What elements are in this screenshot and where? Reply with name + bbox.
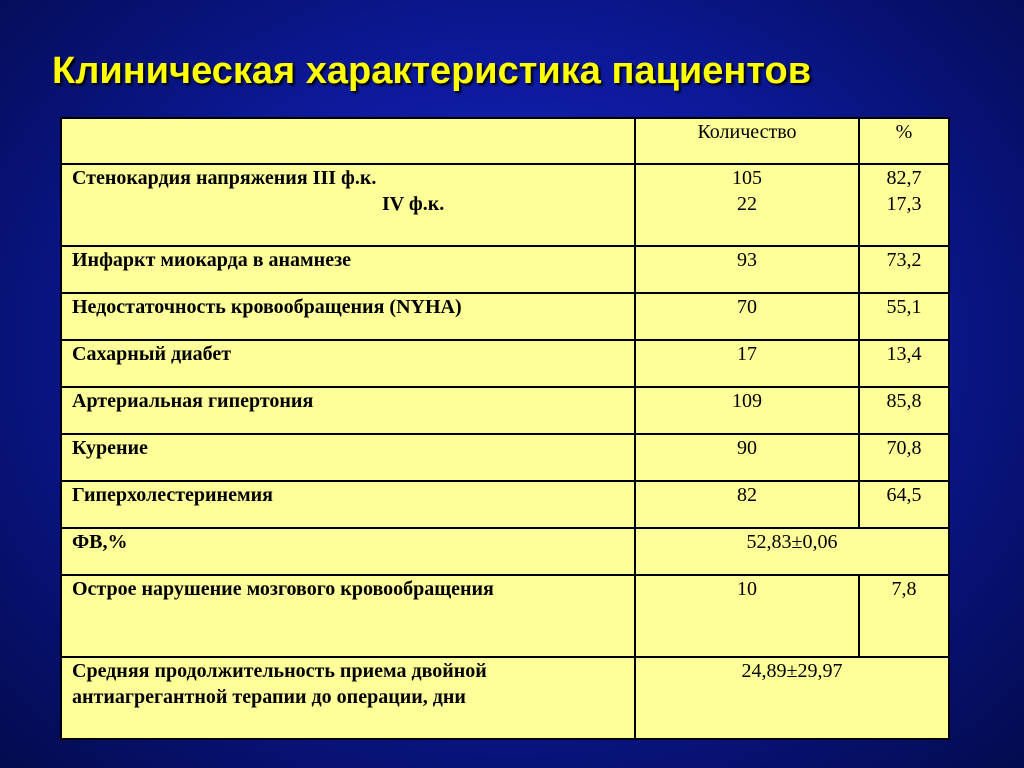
- row-count: 90: [635, 434, 859, 481]
- row-count: 109: [635, 387, 859, 434]
- row-label: ФВ,%: [61, 528, 635, 575]
- row-label: Гиперхолестеринемия: [61, 481, 635, 528]
- table-row: [61, 434, 949, 481]
- row-label-line: Средняя продолжительность приема двойной: [72, 660, 487, 682]
- row-merged-value: 24,89±29,97: [635, 657, 949, 739]
- row-label: [61, 164, 635, 246]
- table-row: [61, 164, 949, 246]
- header-empty-cell: [61, 118, 635, 164]
- row-count: 93: [635, 246, 859, 293]
- row-count: 82: [635, 481, 859, 528]
- slide-title: Клиническая характеристика пациентов: [52, 50, 812, 92]
- row-merged-value: 52,83±0,06: [635, 528, 949, 575]
- row-percent: 64,5: [859, 481, 949, 528]
- table-row: [61, 246, 949, 293]
- row-label-line: Стенокардия напряжения III ф.к.: [72, 167, 377, 189]
- row-label: [61, 657, 635, 739]
- row-label: Сахарный диабет: [61, 340, 635, 387]
- row-percent: 85,8: [859, 387, 949, 434]
- row-count: 70: [635, 293, 859, 340]
- row-percent: 55,1: [859, 293, 949, 340]
- row-percent-line: 82,7: [886, 167, 922, 189]
- row-label: Артериальная гипертония: [61, 387, 635, 434]
- patient-characteristics-table: [60, 117, 950, 740]
- row-percent: 73,2: [859, 246, 949, 293]
- table-row: [61, 528, 949, 575]
- row-label: Острое нарушение мозгового кровообращения: [61, 575, 635, 657]
- row-count: [635, 164, 859, 246]
- table-row: [61, 481, 949, 528]
- table-row: [61, 293, 949, 340]
- table-header-row: [61, 118, 949, 164]
- row-label-line: антиагрегантной терапии до операции, дни: [72, 686, 466, 708]
- table-row: [61, 657, 949, 739]
- table-row: [61, 387, 949, 434]
- row-label: Инфаркт миокарда в анамнезе: [61, 246, 635, 293]
- row-percent: [859, 164, 949, 246]
- row-percent: 7,8: [859, 575, 949, 657]
- header-percent: %: [859, 118, 949, 164]
- header-count: Количество: [635, 118, 859, 164]
- table-row: [61, 340, 949, 387]
- table-row: [61, 575, 949, 657]
- row-count-line: 22: [737, 193, 757, 215]
- row-count: 17: [635, 340, 859, 387]
- row-label-line: IV ф.к.: [382, 193, 445, 215]
- row-percent: 70,8: [859, 434, 949, 481]
- row-label: Недостаточность кровообращения (NYHA): [61, 293, 635, 340]
- row-percent-line: 17,3: [886, 193, 922, 215]
- row-count-line: 105: [732, 167, 762, 189]
- row-percent: 13,4: [859, 340, 949, 387]
- row-count: 10: [635, 575, 859, 657]
- row-label: Курение: [61, 434, 635, 481]
